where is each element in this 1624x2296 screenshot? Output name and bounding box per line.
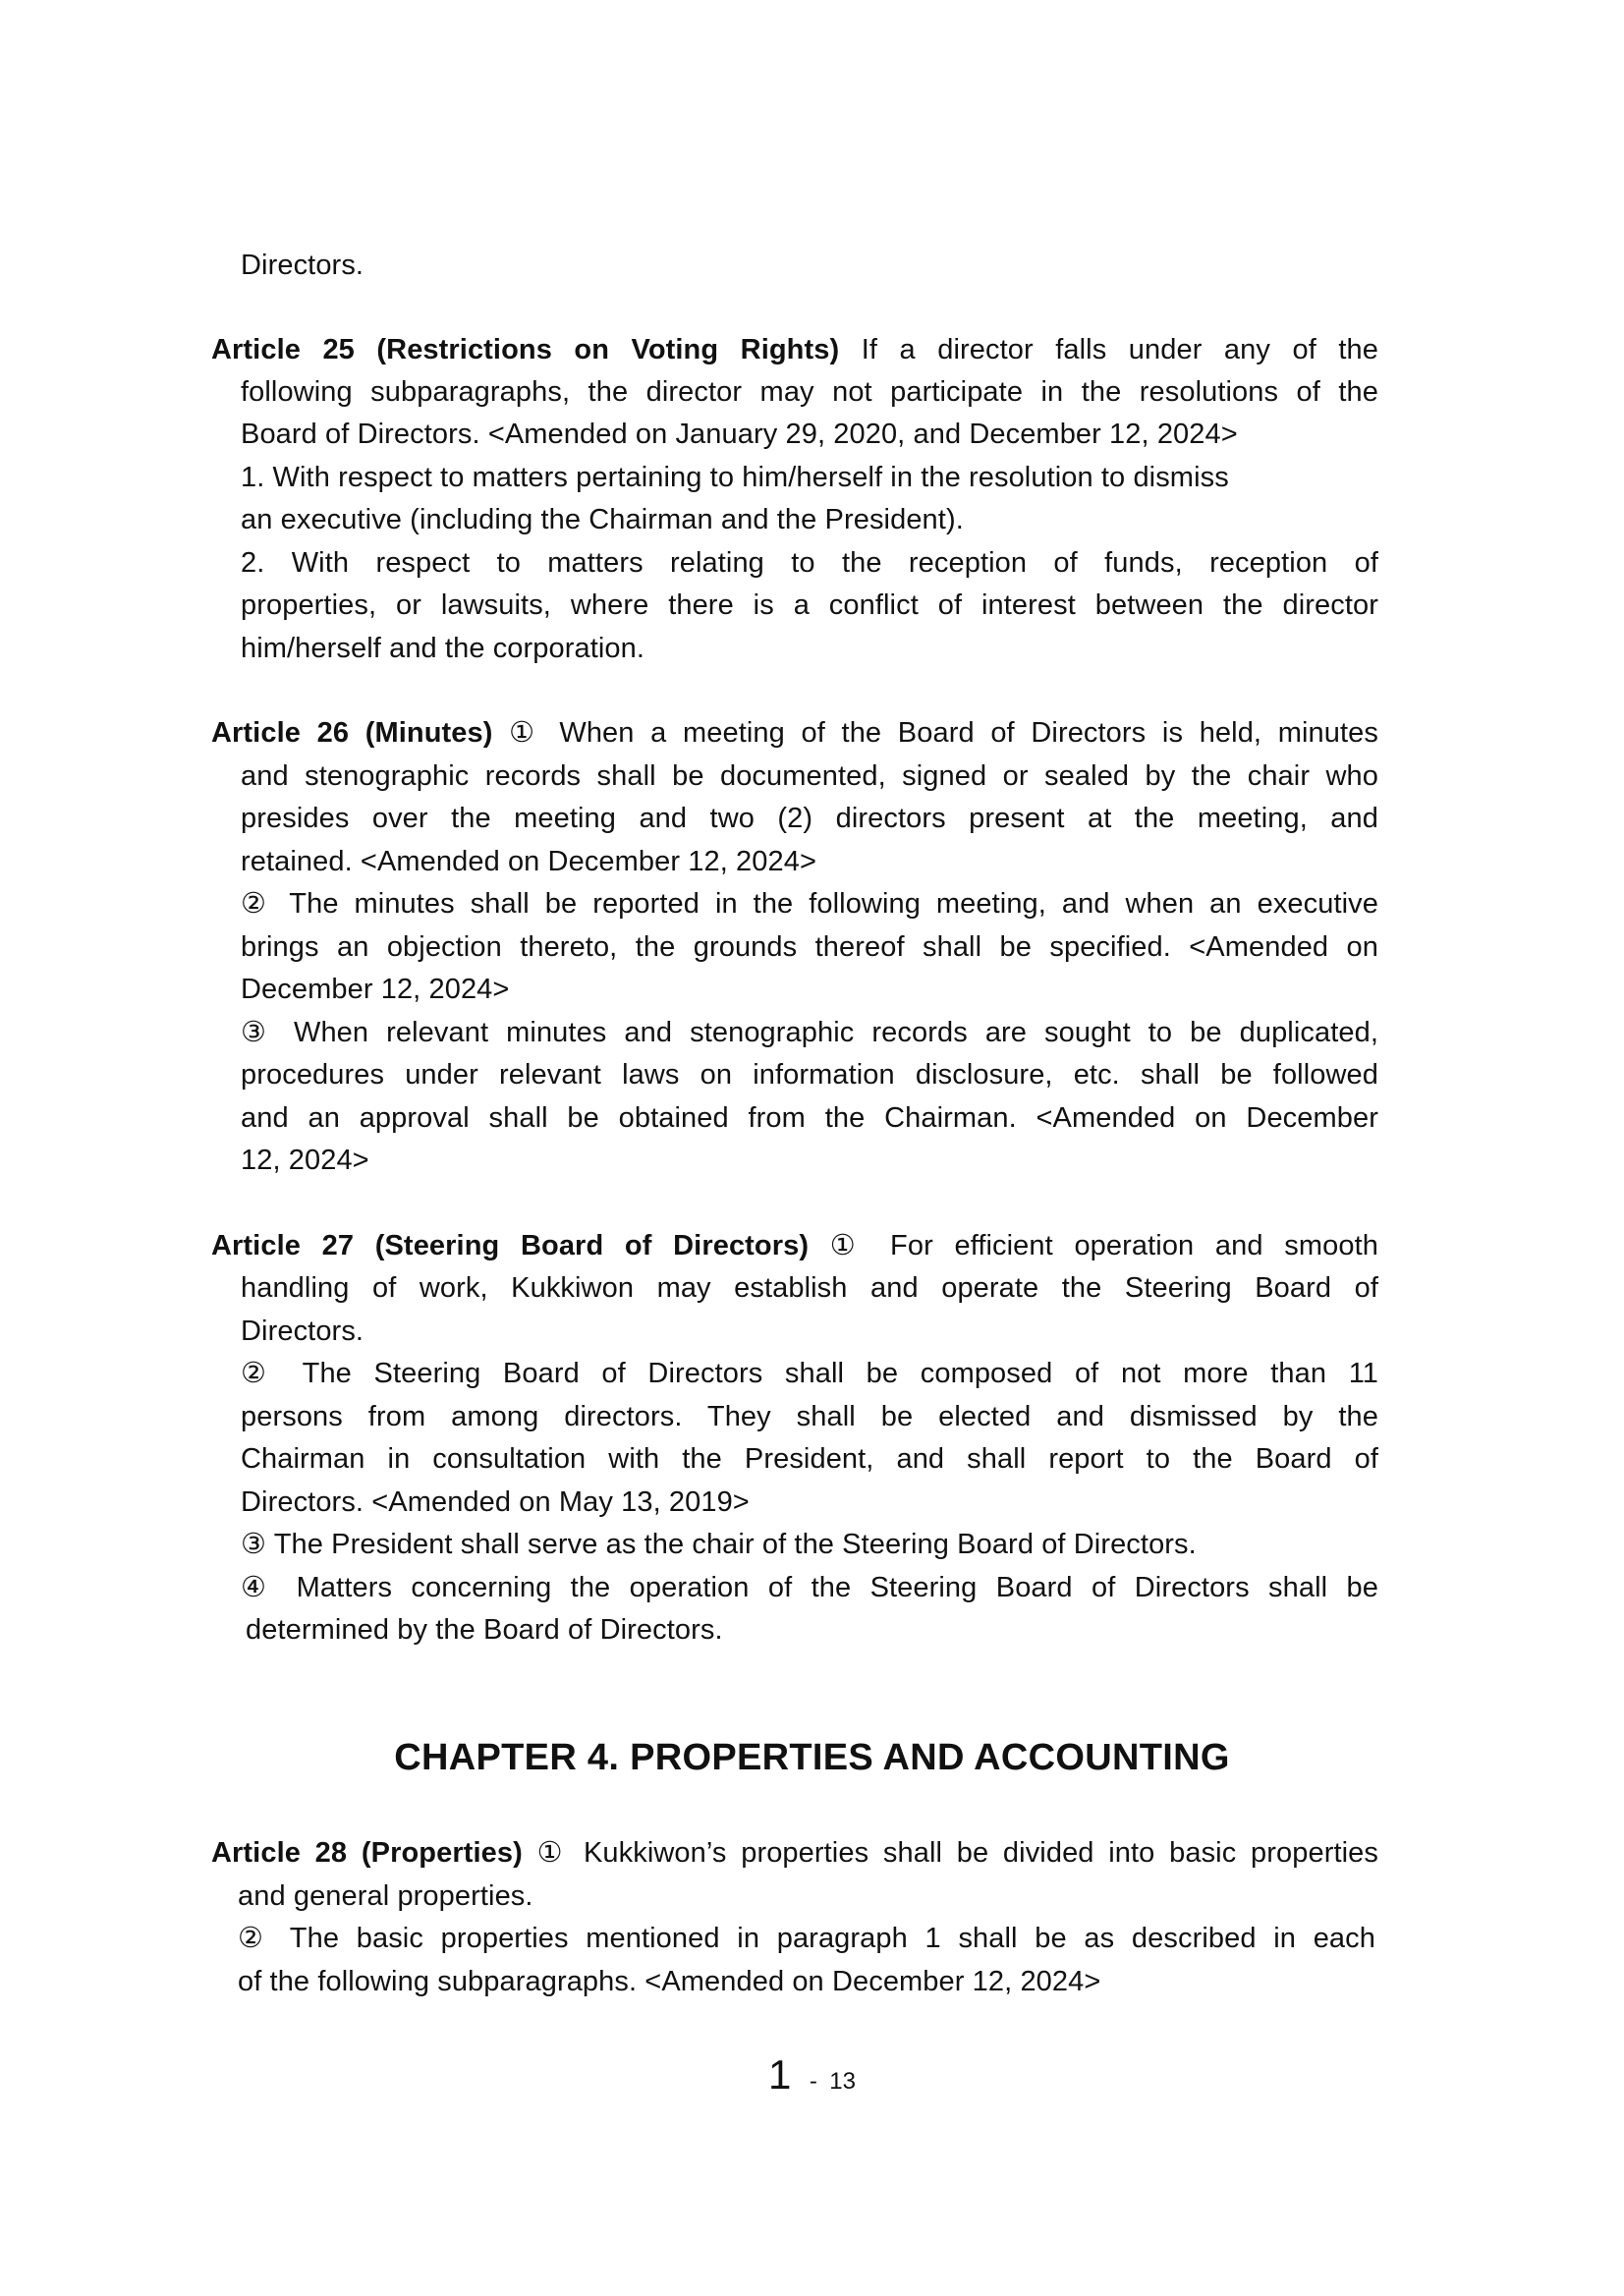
article-text: properties, or lawsuits, where there is a conflict of interest between the director <box>241 589 1378 621</box>
article-text: persons from among directors. They shall be elected and dismissed by the <box>241 1401 1378 1432</box>
paragraph-2: ② The Steering Board of Directors shall be composed of not more than 11 <box>241 1358 1378 1389</box>
article-text: ① Kukkiwon’s properties shall be divided into basic properties <box>536 1837 1378 1869</box>
article-25-number: Article 25 <box>211 334 355 365</box>
article-25-title: (Restrictions on Voting Rights) <box>376 334 840 365</box>
article-27-first-line <box>211 1224 1378 1267</box>
article-text: handling of work, Kukkiwon may establish and operate the Steering Board of <box>241 1272 1378 1304</box>
article-text: Directors. <Amended on May 13, 2019> <box>241 1486 750 1518</box>
article-text: determined by the Board of Directors. <box>246 1614 723 1646</box>
paragraph-3: ③ The President shall serve as the chair of the Steering Board of Directors. <box>241 1529 1197 1560</box>
chapter-heading: CHAPTER 4. PROPERTIES AND ACCOUNTING <box>394 1737 1230 1778</box>
article-26-title: (Minutes) <box>364 717 493 749</box>
article-text: and general properties. <box>238 1880 533 1912</box>
article-text: brings an objection thereto, the grounds thereof shall be specified. <Amended on <box>241 931 1378 963</box>
page-number <box>0 2051 1624 2099</box>
article-text: and an approval shall be obtained from the Chairman. <Amended on December <box>241 1102 1378 1134</box>
article-text: If a director falls under any of the <box>861 334 1378 365</box>
paragraph-2: ② The minutes shall be reported in the following meeting, and when an executive <box>241 888 1378 920</box>
article-text: 12, 2024> <box>241 1145 369 1176</box>
article-text: December 12, 2024> <box>241 974 510 1005</box>
article-text: following subparagraphs, the director may not participate in the resolutions of the <box>241 376 1378 408</box>
article-25-first-line <box>211 328 1378 371</box>
paragraph-2: ② The basic properties mentioned in paragraph 1 shall be as described in each <box>238 1923 1375 1954</box>
article-text: of the following subparagraphs. <Amended on December 12, 2024> <box>238 1966 1101 1997</box>
subparagraph-2: 2. With respect to matters relating to the reception of funds, reception of <box>241 547 1378 579</box>
subparagraph-1: 1. With respect to matters pertaining to him/herself in the resolution to dismiss <box>241 462 1229 493</box>
article-text: procedures under relevant laws on information disclosure, etc. shall be followed <box>241 1059 1378 1091</box>
article-26-first-line <box>211 711 1378 755</box>
article-28-first-line <box>211 1831 1378 1875</box>
article-text: an executive (including the Chairman and the President). <box>241 504 964 535</box>
article-27-number: Article 27 <box>211 1230 355 1261</box>
article-text: him/herself and the corporation. <box>241 633 645 664</box>
article-text: presides over the meeting and two (2) directors present at the meeting, and <box>241 803 1378 834</box>
article-28-title: (Properties) <box>361 1837 523 1869</box>
article-text: Chairman in consultation with the President, and shall report to the Board of <box>241 1443 1378 1475</box>
paragraph-3: ③ When relevant minutes and stenographic records are sought to be duplicated, <box>241 1017 1378 1048</box>
carryover-text: Directors. <box>241 250 364 281</box>
article-text: Board of Directors. <Amended on January 29, 2020, and December 12, 2024> <box>241 419 1238 450</box>
article-text: ① For efficient operation and smooth <box>829 1230 1378 1261</box>
paragraph-4: ④ Matters concerning the operation of the Steering Board of Directors shall be <box>241 1572 1378 1603</box>
article-text: Directors. <box>241 1316 364 1347</box>
page-number-minor: 13 <box>829 2068 856 2095</box>
page-number-separator: - <box>809 2068 817 2095</box>
article-28-number: Article 28 <box>211 1837 348 1869</box>
article-text: and stenographic records shall be documented, signed or sealed by the chair who <box>241 760 1378 792</box>
page-number-major: 1 <box>768 2051 792 2098</box>
article-26-number: Article 26 <box>211 717 350 749</box>
article-27-title: (Steering Board of Directors) <box>374 1230 810 1261</box>
article-text: ① When a meeting of the Board of Directors is held, minutes <box>509 717 1378 749</box>
article-text: retained. <Amended on December 12, 2024> <box>241 846 817 877</box>
